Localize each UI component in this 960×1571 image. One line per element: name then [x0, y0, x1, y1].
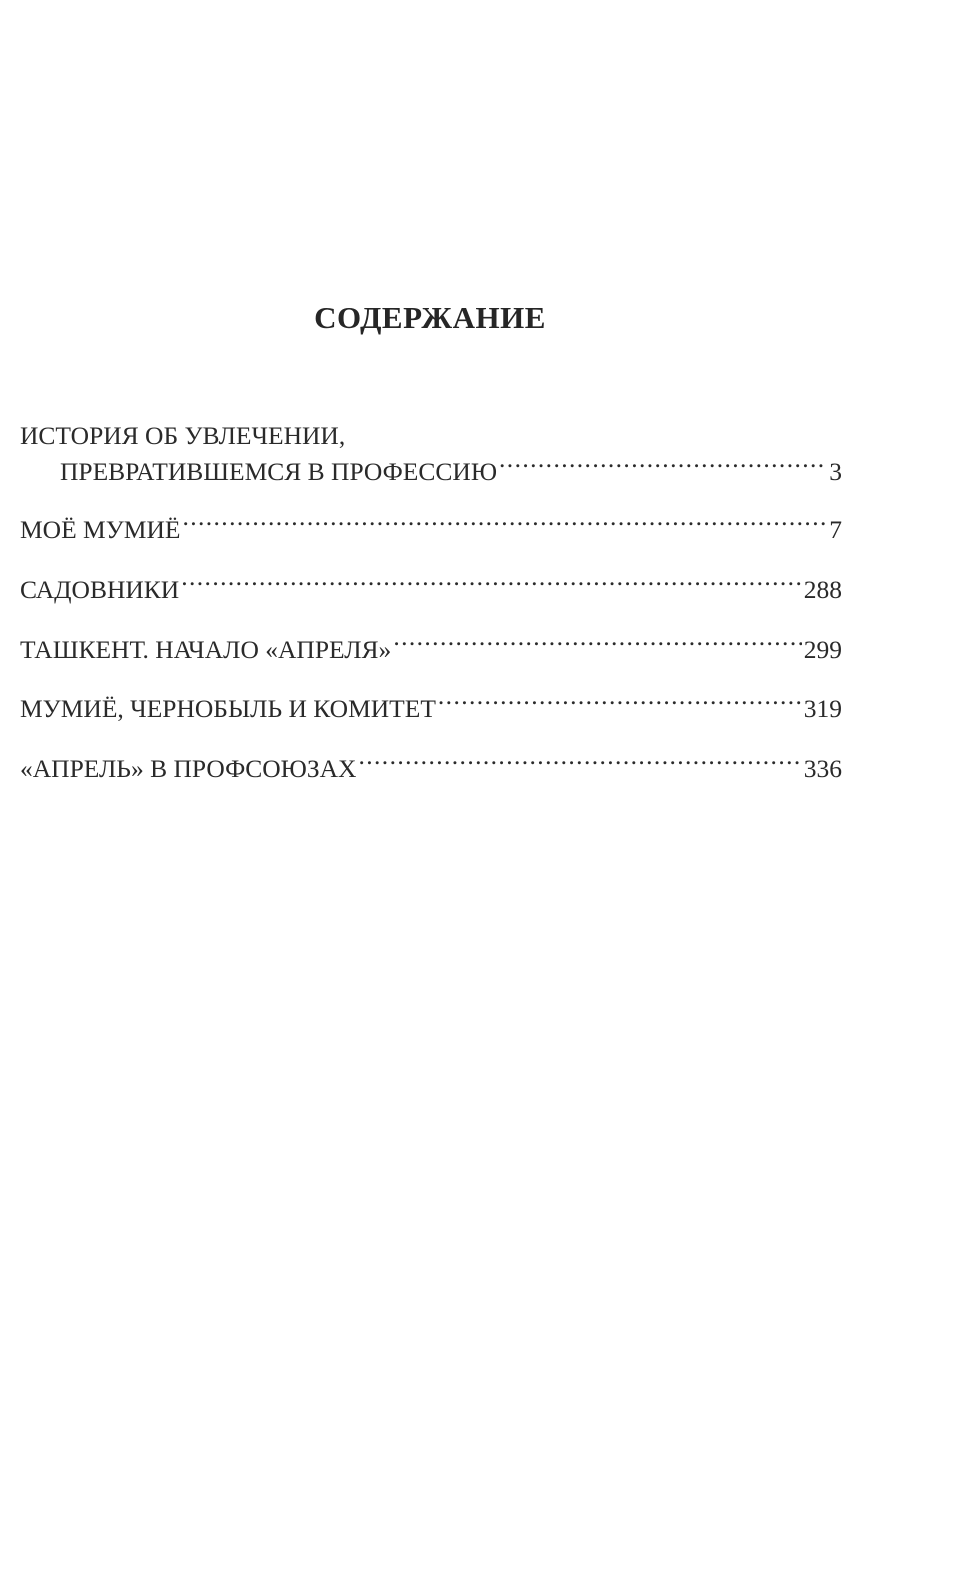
toc-entry-line — [20, 512, 842, 548]
toc-entry-title: ТАШКЕНТ. НАЧАЛО «АПРЕЛЯ» — [20, 635, 392, 664]
toc-page-number: 7 — [829, 515, 842, 544]
toc-page-number: 319 — [803, 694, 842, 723]
toc-entry — [20, 512, 842, 548]
toc-entry-line — [20, 632, 842, 668]
toc-page-number: 336 — [803, 754, 842, 783]
dot-leader — [438, 692, 802, 718]
toc-entry-line — [20, 572, 842, 608]
toc-entry-title: ПРЕВРАТИВШЕМСЯ В ПРОФЕССИЮ — [60, 457, 498, 486]
toc-entry-title: МУМИЁ, ЧЕРНОБЫЛЬ И КОМИТЕТ — [20, 694, 436, 723]
dot-leader — [181, 573, 802, 599]
toc-entry-title: МОЁ МУМИЁ — [20, 515, 181, 544]
toc-entry-line — [20, 454, 842, 490]
table-of-contents — [20, 418, 842, 787]
toc-entry — [20, 691, 842, 727]
toc-entry-line — [20, 751, 842, 787]
toc-page-number: 288 — [803, 575, 842, 604]
dot-leader — [182, 513, 827, 539]
dot-leader — [499, 455, 827, 481]
toc-entry-title: САДОВНИКИ — [20, 575, 180, 604]
toc-entry-line — [20, 691, 842, 727]
toc-entry — [20, 632, 842, 668]
toc-page-number: 3 — [829, 457, 842, 486]
toc-entry-title: «АПРЕЛЬ» В ПРОФСОЮЗАХ — [20, 754, 357, 783]
dot-leader — [393, 633, 801, 659]
toc-entry — [20, 418, 842, 490]
toc-page-number: 299 — [803, 635, 842, 664]
toc-entry — [20, 751, 842, 787]
contents-heading: СОДЕРЖАНИЕ — [314, 300, 546, 335]
toc-entry-title-line1: ИСТОРИЯ ОБ УВЛЕЧЕНИИ, — [20, 421, 346, 450]
dot-leader — [358, 752, 801, 778]
toc-entry — [20, 572, 842, 608]
